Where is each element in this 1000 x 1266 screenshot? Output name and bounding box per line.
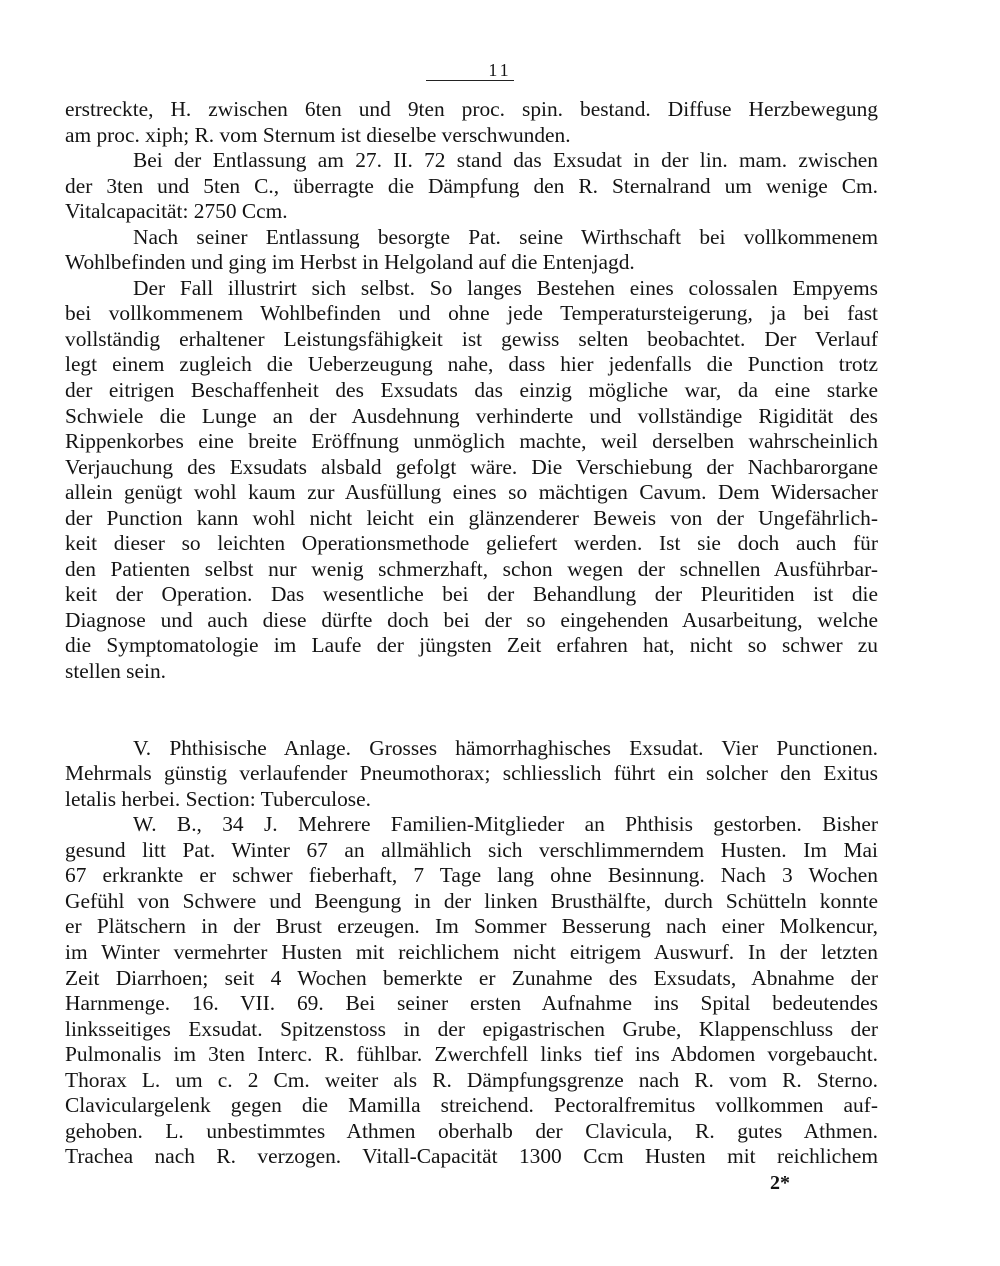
body-text (65, 97, 878, 1170)
section-gap (65, 685, 878, 736)
text-line: der eitrigen Beschaffenheit des Exsudats das einzig mögliche war, da eine starke (65, 378, 878, 403)
paragraph-discharge (65, 148, 878, 225)
paragraph-continuation (65, 97, 878, 148)
text-line: Schwiele die Lunge an der Ausdehnung verhinderte und vollständige Rigidität des (65, 403, 878, 428)
text-line: Der Fall illustrirt sich selbst. So langes Bestehen eines colossalen Empyems (133, 275, 878, 300)
text-line: am proc. xiph; R. vom Sternum ist dieselbe verschwunden. (65, 122, 571, 147)
text-line: Harnmenge. 16. VII. 69. Bei seiner ersten Aufnahme ins Spital bedeutendes (65, 991, 878, 1016)
text-line: Diagnose und auch diese dürfte doch bei der so eingehenden Ausarbeitung, welche (65, 607, 878, 632)
case-report (65, 812, 878, 1170)
text-line: bei vollkommenem Wohlbefinden und ohne jede Temperatursteigerung, ja bei fast (65, 301, 878, 326)
text-line: Nach seiner Entlassung besorgte Pat. seine Wirthschaft bei vollkommenem (133, 224, 878, 249)
text-line: Trachea nach R. verzogen. Vitall-Capacität 1300 Ccm Husten mit reichlichem (65, 1144, 878, 1169)
text-line: 67 erkrankte er schwer fieberhaft, 7 Tage lang ohne Besinnung. Nach 3 Wochen (65, 863, 878, 888)
text-line: Vitalcapacität: 2750 Ccm. (65, 199, 288, 224)
text-line: Rippenkorbes eine breite Eröffnung unmöglich machte, weil derselben wahrscheinlich (65, 429, 878, 454)
text-line: gesund litt Pat. Winter 67 an allmählich sich verschlimmerndem Husten. Im Mai (65, 837, 878, 862)
text-line: keit der Operation. Das wesentliche bei der Behandlung der Pleuritiden ist die (65, 582, 878, 607)
paragraph-discussion (65, 276, 878, 685)
text-line: gehoben. L. unbestimmtes Athmen oberhalb der Clavicula, R. gutes Athmen. (65, 1118, 878, 1143)
page-number: 11 (488, 60, 512, 80)
text-line: vollständig erhaltener Leistungsfähigkeit ist gewiss selten beobachtet. Der Verlauf (65, 326, 878, 351)
text-line: keit dieser so leichten Operationsmethode geliefert werden. Ist sie doch auch für (65, 531, 878, 556)
signature-mark: 2* (770, 1172, 790, 1194)
text-line: Bei der Entlassung am 27. II. 72 stand das Exsudat in der lin. mam. zwischen (133, 148, 878, 173)
text-line: Zeit Diarrhoen; seit 4 Wochen bemerkte er Zunahme des Exsudats, Abnahme der (65, 965, 878, 990)
text-line: im Winter vermehrter Husten mit reichlichem nicht eitrigem Auswurf. In der letzten (65, 939, 878, 964)
text-line: letalis herbei. Section: Tuberculose. (65, 786, 371, 811)
text-line: Claviculargelenk gegen die Mamilla streichend. Pectoralfremitus vollkommen auf- (65, 1093, 878, 1118)
text-line: der Punction kann wohl nicht leicht ein glänzenderer Beweis von der Ungefährlich- (65, 505, 878, 530)
text-line: Gefühl von Schwere und Beengung in der linken Brusthälfte, durch Schütteln konnte (65, 888, 878, 913)
text-line: der 3ten und 5ten C., überragte die Dämpfung den R. Sternalrand um wenige Cm. (65, 173, 878, 198)
text-line: stellen sein. (65, 659, 166, 684)
text-line: V. Phthisische Anlage. Grosses hämorrhaghisches Exsudat. Vier Punctionen. (133, 735, 878, 760)
text-line: W. B., 34 J. Mehrere Familien-Mitglieder an Phthisis gestorben. Bisher (133, 812, 878, 837)
text-line: er Plätschern in der Brust erzeugen. Im Sommer Besserung nach einer Molkencur, (65, 914, 878, 939)
text-line: die Symptomatologie im Laufe der jüngsten Zeit erfahren hat, nicht so schwer zu (65, 633, 878, 658)
text-line: erstreckte, H. zwischen 6ten und 9ten proc. spin. bestand. Diffuse Herzbewegung (65, 97, 878, 121)
text-line: Mehrmals günstig verlaufender Pneumothorax; schliesslich führt ein solcher den Exitus (65, 761, 878, 786)
text-line: linksseitiges Exsudat. Spitzenstoss in der epigastrischen Grube, Klappenschluss der (65, 1016, 878, 1041)
text-line: Pulmonalis im 3ten Interc. R. fühlbar. Zwerchfell links tief ins Abdomen vorgebaucht. (65, 1042, 878, 1067)
paragraph-after-discharge (65, 225, 878, 276)
text-line: den Patienten selbst nur wenig schmerzhaft, schon wegen der schnellen Ausführbar- (65, 556, 878, 581)
text-line: Wohlbefinden und ging im Herbst in Helgoland auf die Entenjagd. (65, 250, 635, 275)
text-line: legt einem zugleich die Ueberzeugung nahe, dass hier jedenfalls die Punction trotz (65, 352, 878, 377)
text-line: Verjauchung des Exsudats alsbald gefolgt wäre. Die Verschiebung der Nachbarorgane (65, 454, 878, 479)
page-number-rule (426, 80, 514, 81)
case-heading (65, 736, 878, 813)
text-line: allein genügt wohl kaum zur Ausfüllung eines so mächtigen Cavum. Dem Widersacher (65, 480, 878, 505)
text-line: Thorax L. um c. 2 Cm. weiter als R. Dämpfungsgrenze nach R. vom R. Sterno. (65, 1067, 878, 1092)
